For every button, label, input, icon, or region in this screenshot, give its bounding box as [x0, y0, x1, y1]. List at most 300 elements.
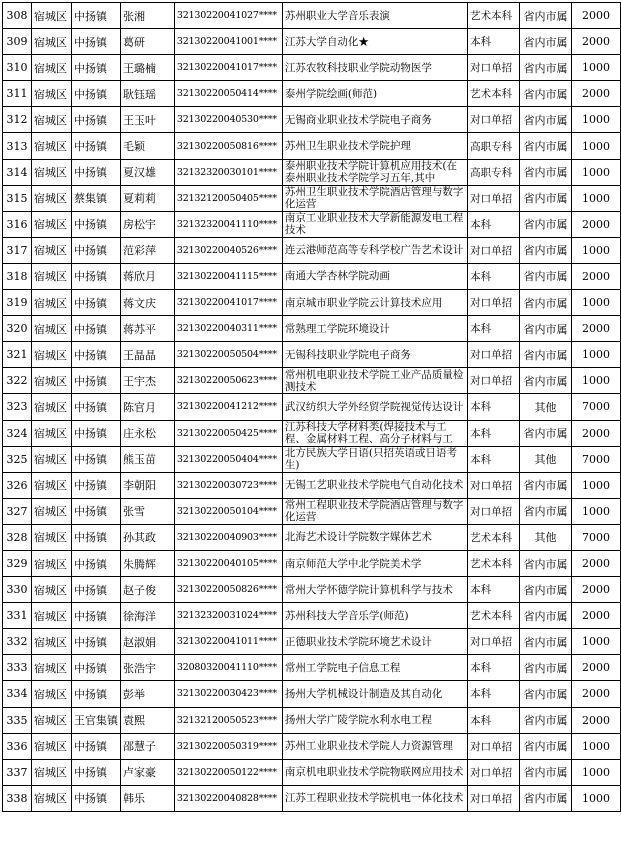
- student-name-cell: 范彩萍: [120, 237, 174, 263]
- id-number-cell: 32132320031024****: [174, 603, 282, 629]
- district-cell: 宿城区: [31, 420, 71, 446]
- row-number-cell: 334: [3, 681, 32, 707]
- id-number-cell: 32130220041115****: [174, 263, 282, 289]
- district-cell: 宿城区: [31, 446, 71, 472]
- district-cell: 宿城区: [31, 629, 71, 655]
- student-name-cell: 徐海洋: [120, 603, 174, 629]
- student-name-cell: 彭举: [120, 681, 174, 707]
- row-number-cell: 333: [3, 655, 32, 681]
- school-level-cell: 省内市属: [520, 472, 572, 498]
- table-row: [3, 629, 621, 655]
- town-cell: 中扬镇: [71, 3, 120, 29]
- id-number-cell: 32130220050816****: [174, 133, 282, 159]
- admission-category-cell: 对口单招: [468, 290, 520, 316]
- school-level-cell: 其他: [520, 524, 572, 550]
- admission-category-cell: 对口单招: [468, 629, 520, 655]
- district-cell: 宿城区: [31, 733, 71, 759]
- town-cell: 中扬镇: [71, 29, 120, 55]
- admission-category-cell: 高职专科: [468, 133, 520, 159]
- admission-category-cell: 对口单招: [468, 472, 520, 498]
- school-level-cell: 省内市属: [520, 498, 572, 524]
- district-cell: 宿城区: [31, 368, 71, 394]
- id-number-cell: 32130220050319****: [174, 733, 282, 759]
- town-cell: 中扬镇: [71, 394, 120, 420]
- district-cell: 宿城区: [31, 290, 71, 316]
- row-number-cell: 310: [3, 55, 32, 81]
- town-cell: 中扬镇: [71, 785, 120, 811]
- town-cell: 中扬镇: [71, 368, 120, 394]
- admission-category-cell: 对口单招: [468, 55, 520, 81]
- school-major-cell: 江苏工程职业技术学院机电一体化技术: [282, 785, 467, 811]
- row-number-cell: 324: [3, 420, 32, 446]
- student-name-cell: 赵淑娟: [120, 629, 174, 655]
- id-number-cell: 32130220030423****: [174, 681, 282, 707]
- row-number-cell: 321: [3, 342, 32, 368]
- school-level-cell: 省内市属: [520, 316, 572, 342]
- admission-category-cell: 对口单招: [468, 733, 520, 759]
- student-name-cell: 李朝阳: [120, 472, 174, 498]
- district-cell: 宿城区: [31, 785, 71, 811]
- district-cell: 宿城区: [31, 681, 71, 707]
- table-row: [3, 524, 621, 550]
- school-major-cell: 北海艺术设计学院数字媒体艺术: [282, 524, 467, 550]
- admission-category-cell: 本科: [468, 420, 520, 446]
- student-name-cell: 王璐楠: [120, 55, 174, 81]
- aid-amount-cell: 1000: [572, 290, 621, 316]
- row-number-cell: 325: [3, 446, 32, 472]
- district-cell: 宿城区: [31, 394, 71, 420]
- row-number-cell: 308: [3, 3, 32, 29]
- town-cell: 中扬镇: [71, 655, 120, 681]
- aid-amount-cell: 1000: [572, 185, 621, 211]
- school-level-cell: 省内市属: [520, 263, 572, 289]
- district-cell: 宿城区: [31, 316, 71, 342]
- school-major-cell: 苏州卫生职业技术学院护理: [282, 133, 467, 159]
- school-major-cell: 正德职业技术学院环境艺术设计: [282, 629, 467, 655]
- student-name-cell: 庄永松: [120, 420, 174, 446]
- id-number-cell: 32130220050404****: [174, 446, 282, 472]
- admission-category-cell: 本科: [468, 263, 520, 289]
- row-number-cell: 318: [3, 263, 32, 289]
- school-level-cell: 省内市属: [520, 185, 572, 211]
- id-number-cell: 32130220040105****: [174, 550, 282, 576]
- table-row: [3, 133, 621, 159]
- school-major-cell: 常州工程职业技术学院酒店管理与数字化运营: [282, 498, 467, 524]
- school-level-cell: 省内市属: [520, 759, 572, 785]
- table-row: [3, 394, 621, 420]
- district-cell: 宿城区: [31, 524, 71, 550]
- town-cell: 中扬镇: [71, 316, 120, 342]
- admission-category-cell: 本科: [468, 211, 520, 237]
- student-name-cell: 王晶晶: [120, 342, 174, 368]
- school-level-cell: 省内市属: [520, 603, 572, 629]
- school-major-cell: 连云港师范高等专科学校广告艺术设计: [282, 237, 467, 263]
- id-number-cell: 32132320041110****: [174, 211, 282, 237]
- admission-category-cell: 艺术本科: [468, 524, 520, 550]
- school-major-cell: 南京城市职业学院云计算技术应用: [282, 290, 467, 316]
- aid-amount-cell: 1000: [572, 498, 621, 524]
- student-name-cell: 夏汉雄: [120, 159, 174, 185]
- town-cell: 中扬镇: [71, 420, 120, 446]
- id-number-cell: 32130220040311****: [174, 316, 282, 342]
- town-cell: 中扬镇: [71, 107, 120, 133]
- table-row: [3, 29, 621, 55]
- admission-category-cell: 高职专科: [468, 159, 520, 185]
- admission-category-cell: 对口单招: [468, 785, 520, 811]
- row-number-cell: 327: [3, 498, 32, 524]
- school-level-cell: 省内市属: [520, 655, 572, 681]
- row-number-cell: 317: [3, 237, 32, 263]
- admission-category-cell: 艺术本科: [468, 81, 520, 107]
- table-row: [3, 759, 621, 785]
- school-major-cell: 泰州职业技术学院计算机应用技术(在泰州职业技术学院学习五年,其中: [282, 159, 467, 185]
- row-number-cell: 320: [3, 316, 32, 342]
- school-level-cell: 省内市属: [520, 107, 572, 133]
- table-row: [3, 159, 621, 185]
- table-body: [3, 3, 621, 812]
- school-level-cell: 省内市属: [520, 29, 572, 55]
- aid-amount-cell: 2000: [572, 550, 621, 576]
- district-cell: 宿城区: [31, 159, 71, 185]
- district-cell: 宿城区: [31, 55, 71, 81]
- table-row: [3, 290, 621, 316]
- id-number-cell: 32130220041011****: [174, 629, 282, 655]
- town-cell: 中扬镇: [71, 342, 120, 368]
- admission-category-cell: 对口单招: [468, 107, 520, 133]
- aid-amount-cell: 2000: [572, 655, 621, 681]
- row-number-cell: 326: [3, 472, 32, 498]
- admission-category-cell: 本科: [468, 577, 520, 603]
- row-number-cell: 322: [3, 368, 32, 394]
- student-name-cell: 蒋文庆: [120, 290, 174, 316]
- table-row: [3, 446, 621, 472]
- row-number-cell: 309: [3, 29, 32, 55]
- table-row: [3, 655, 621, 681]
- row-number-cell: 332: [3, 629, 32, 655]
- town-cell: 中扬镇: [71, 211, 120, 237]
- student-name-cell: 熊玉苗: [120, 446, 174, 472]
- admission-category-cell: 对口单招: [468, 185, 520, 211]
- school-major-cell: 南京工业职业技术大学新能源发电工程技术: [282, 211, 467, 237]
- admission-category-cell: 艺术本科: [468, 550, 520, 576]
- student-name-cell: 袁熙: [120, 707, 174, 733]
- district-cell: 宿城区: [31, 133, 71, 159]
- table-row: [3, 707, 621, 733]
- town-cell: 中扬镇: [71, 524, 120, 550]
- school-level-cell: 省内市属: [520, 420, 572, 446]
- town-cell: 中扬镇: [71, 237, 120, 263]
- student-name-cell: 夏莉莉: [120, 185, 174, 211]
- school-level-cell: 省内市属: [520, 3, 572, 29]
- aid-amount-cell: 2000: [572, 420, 621, 446]
- school-major-cell: 苏州工业职业技术学院人力资源管理: [282, 733, 467, 759]
- aid-amount-cell: 2000: [572, 577, 621, 603]
- admission-category-cell: 本科: [468, 29, 520, 55]
- school-major-cell: 北方民族大学日语(只招英语或日语考生): [282, 446, 467, 472]
- district-cell: 宿城区: [31, 263, 71, 289]
- admission-category-cell: 本科: [468, 394, 520, 420]
- admission-category-cell: 对口单招: [468, 498, 520, 524]
- town-cell: 中扬镇: [71, 681, 120, 707]
- aid-amount-cell: 1000: [572, 733, 621, 759]
- id-number-cell: 32130220041212****: [174, 394, 282, 420]
- admission-category-cell: 对口单招: [468, 759, 520, 785]
- school-major-cell: 江苏农牧科技职业学院动物医学: [282, 55, 467, 81]
- student-name-cell: 陈官月: [120, 394, 174, 420]
- town-cell: 中扬镇: [71, 133, 120, 159]
- school-level-cell: 省内市属: [520, 237, 572, 263]
- admission-category-cell: 本科: [468, 655, 520, 681]
- table-row: [3, 603, 621, 629]
- row-number-cell: 331: [3, 603, 32, 629]
- student-name-cell: 赵子俊: [120, 577, 174, 603]
- town-cell: 中扬镇: [71, 550, 120, 576]
- school-level-cell: 省内市属: [520, 159, 572, 185]
- school-level-cell: 省内市属: [520, 55, 572, 81]
- school-major-cell: 南京机电职业技术学院物联网应用技术: [282, 759, 467, 785]
- student-name-cell: 王宇杰: [120, 368, 174, 394]
- district-cell: 宿城区: [31, 3, 71, 29]
- table-row: [3, 368, 621, 394]
- town-cell: 中扬镇: [71, 55, 120, 81]
- aid-amount-cell: 1000: [572, 472, 621, 498]
- admission-category-cell: 对口单招: [468, 368, 520, 394]
- aid-amount-cell: 2000: [572, 81, 621, 107]
- table-row: [3, 263, 621, 289]
- aid-amount-cell: 1000: [572, 368, 621, 394]
- aid-amount-cell: 1000: [572, 237, 621, 263]
- admission-category-cell: 艺术本科: [468, 3, 520, 29]
- row-number-cell: 313: [3, 133, 32, 159]
- school-major-cell: 无锡商业职业技术学院电子商务: [282, 107, 467, 133]
- district-cell: 宿城区: [31, 211, 71, 237]
- school-major-cell: 苏州职业大学音乐表演: [282, 3, 467, 29]
- school-major-cell: 常熟理工学院环境设计: [282, 316, 467, 342]
- id-number-cell: 32130220050425****: [174, 420, 282, 446]
- school-major-cell: 扬州大学机械设计制造及其自动化: [282, 681, 467, 707]
- district-cell: 宿城区: [31, 185, 71, 211]
- aid-amount-cell: 1000: [572, 342, 621, 368]
- aid-amount-cell: 7000: [572, 446, 621, 472]
- district-cell: 宿城区: [31, 81, 71, 107]
- table-row: [3, 211, 621, 237]
- aid-amount-cell: 2000: [572, 316, 621, 342]
- id-number-cell: 32130220050104****: [174, 498, 282, 524]
- table-row: [3, 733, 621, 759]
- table-row: [3, 3, 621, 29]
- row-number-cell: 314: [3, 159, 32, 185]
- aid-amount-cell: 2000: [572, 3, 621, 29]
- school-level-cell: 省内市属: [520, 785, 572, 811]
- school-major-cell: 苏州卫生职业技术学院酒店管理与数字化运营: [282, 185, 467, 211]
- row-number-cell: 330: [3, 577, 32, 603]
- id-number-cell: 32130220050504****: [174, 342, 282, 368]
- aid-amount-cell: 2000: [572, 603, 621, 629]
- row-number-cell: 337: [3, 759, 32, 785]
- school-major-cell: 江苏科技大学材料类(焊接技术与工程、金属材料工程、高分子材料与工: [282, 420, 467, 446]
- town-cell: 蔡集镇: [71, 185, 120, 211]
- table-row: [3, 577, 621, 603]
- admission-category-cell: 艺术本科: [468, 603, 520, 629]
- student-name-cell: 张湘: [120, 3, 174, 29]
- row-number-cell: 323: [3, 394, 32, 420]
- school-level-cell: 省内市属: [520, 629, 572, 655]
- student-name-cell: 耿钰瑶: [120, 81, 174, 107]
- town-cell: 中扬镇: [71, 629, 120, 655]
- town-cell: 中扬镇: [71, 759, 120, 785]
- id-number-cell: 32130220041017****: [174, 55, 282, 81]
- id-number-cell: 32132120050405****: [174, 185, 282, 211]
- table-row: [3, 185, 621, 211]
- aid-amount-cell: 1000: [572, 55, 621, 81]
- table-row: [3, 81, 621, 107]
- school-level-cell: 其他: [520, 394, 572, 420]
- district-cell: 宿城区: [31, 577, 71, 603]
- id-number-cell: 32130220040828****: [174, 785, 282, 811]
- id-number-cell: 32130220041017****: [174, 290, 282, 316]
- aid-amount-cell: 1000: [572, 133, 621, 159]
- school-major-cell: 苏州科技大学音乐学(师范): [282, 603, 467, 629]
- admission-category-cell: 本科: [468, 316, 520, 342]
- school-level-cell: 省内市属: [520, 577, 572, 603]
- student-name-cell: 卢家豪: [120, 759, 174, 785]
- district-cell: 宿城区: [31, 498, 71, 524]
- town-cell: 中扬镇: [71, 81, 120, 107]
- district-cell: 宿城区: [31, 107, 71, 133]
- school-major-cell: 泰州学院绘画(师范): [282, 81, 467, 107]
- table-row: [3, 55, 621, 81]
- student-name-cell: 蒋欣月: [120, 263, 174, 289]
- student-name-cell: 张雪: [120, 498, 174, 524]
- school-level-cell: 省内市属: [520, 681, 572, 707]
- district-cell: 宿城区: [31, 237, 71, 263]
- id-number-cell: 32130220050826****: [174, 577, 282, 603]
- student-name-cell: 朱腾辉: [120, 550, 174, 576]
- school-level-cell: 其他: [520, 446, 572, 472]
- town-cell: 中扬镇: [71, 446, 120, 472]
- row-number-cell: 329: [3, 550, 32, 576]
- id-number-cell: 32130220040530****: [174, 107, 282, 133]
- district-cell: 宿城区: [31, 342, 71, 368]
- aid-amount-cell: 2000: [572, 263, 621, 289]
- row-number-cell: 312: [3, 107, 32, 133]
- student-name-cell: 邵慧子: [120, 733, 174, 759]
- student-name-cell: 毛颖: [120, 133, 174, 159]
- id-number-cell: 32132120050523****: [174, 707, 282, 733]
- aid-recipient-table: [2, 2, 621, 812]
- town-cell: 中扬镇: [71, 290, 120, 316]
- town-cell: 中扬镇: [71, 472, 120, 498]
- row-number-cell: 335: [3, 707, 32, 733]
- town-cell: 王官集镇: [71, 707, 120, 733]
- district-cell: 宿城区: [31, 655, 71, 681]
- town-cell: 中扬镇: [71, 577, 120, 603]
- school-major-cell: 常州大学怀德学院计算机科学与技术: [282, 577, 467, 603]
- table-row: [3, 420, 621, 446]
- school-level-cell: 省内市属: [520, 81, 572, 107]
- student-name-cell: 蒋苏平: [120, 316, 174, 342]
- table-row: [3, 237, 621, 263]
- table-row: [3, 681, 621, 707]
- town-cell: 中扬镇: [71, 159, 120, 185]
- table-row: [3, 785, 621, 811]
- admission-category-cell: 本科: [468, 681, 520, 707]
- table-row: [3, 550, 621, 576]
- admission-category-cell: 本科: [468, 707, 520, 733]
- school-major-cell: 无锡工艺职业技术学院电气自动化技术: [282, 472, 467, 498]
- aid-amount-cell: 2000: [572, 29, 621, 55]
- school-level-cell: 省内市属: [520, 290, 572, 316]
- school-level-cell: 省内市属: [520, 211, 572, 237]
- school-major-cell: 扬州大学广陵学院水利水电工程: [282, 707, 467, 733]
- aid-amount-cell: 2000: [572, 707, 621, 733]
- id-number-cell: 32130220030723****: [174, 472, 282, 498]
- student-name-cell: 葛研: [120, 29, 174, 55]
- school-level-cell: 省内市属: [520, 342, 572, 368]
- student-name-cell: 王玉叶: [120, 107, 174, 133]
- admission-category-cell: 本科: [468, 446, 520, 472]
- id-number-cell: 32130220040903****: [174, 524, 282, 550]
- id-number-cell: 32130220041001****: [174, 29, 282, 55]
- aid-amount-cell: 7000: [572, 524, 621, 550]
- district-cell: 宿城区: [31, 707, 71, 733]
- id-number-cell: 32130220041027****: [174, 3, 282, 29]
- id-number-cell: 32130220050414****: [174, 81, 282, 107]
- aid-amount-cell: 1000: [572, 159, 621, 185]
- table-row: [3, 342, 621, 368]
- town-cell: 中扬镇: [71, 498, 120, 524]
- student-name-cell: 韩乐: [120, 785, 174, 811]
- aid-amount-cell: 2000: [572, 211, 621, 237]
- id-number-cell: 32080320041110****: [174, 655, 282, 681]
- district-cell: 宿城区: [31, 472, 71, 498]
- row-number-cell: 336: [3, 733, 32, 759]
- district-cell: 宿城区: [31, 603, 71, 629]
- school-major-cell: 武汉纺织大学外经贸学院视觉传达设计: [282, 394, 467, 420]
- district-cell: 宿城区: [31, 759, 71, 785]
- town-cell: 中扬镇: [71, 263, 120, 289]
- id-number-cell: 32130220040526****: [174, 237, 282, 263]
- table-row: [3, 472, 621, 498]
- school-level-cell: 省内市属: [520, 550, 572, 576]
- row-number-cell: 338: [3, 785, 32, 811]
- aid-amount-cell: 2000: [572, 681, 621, 707]
- school-major-cell: 常州工学院电子信息工程: [282, 655, 467, 681]
- school-major-cell: 江苏大学自动化★: [282, 29, 467, 55]
- district-cell: 宿城区: [31, 550, 71, 576]
- row-number-cell: 316: [3, 211, 32, 237]
- aid-amount-cell: 1000: [572, 785, 621, 811]
- town-cell: 中扬镇: [71, 603, 120, 629]
- student-name-cell: 孙其政: [120, 524, 174, 550]
- school-major-cell: 常州机电职业技术学院工业产品质量检测技术: [282, 368, 467, 394]
- admission-category-cell: 对口单招: [468, 237, 520, 263]
- school-major-cell: 南通大学杏林学院动画: [282, 263, 467, 289]
- table-row: [3, 316, 621, 342]
- row-number-cell: 311: [3, 81, 32, 107]
- student-name-cell: 张浩宇: [120, 655, 174, 681]
- school-level-cell: 省内市属: [520, 707, 572, 733]
- row-number-cell: 328: [3, 524, 32, 550]
- aid-amount-cell: 1000: [572, 107, 621, 133]
- table-row: [3, 107, 621, 133]
- aid-amount-cell: 7000: [572, 394, 621, 420]
- town-cell: 中扬镇: [71, 733, 120, 759]
- table-row: [3, 498, 621, 524]
- admission-category-cell: 对口单招: [468, 342, 520, 368]
- school-level-cell: 省内市属: [520, 133, 572, 159]
- id-number-cell: 32130220050623****: [174, 368, 282, 394]
